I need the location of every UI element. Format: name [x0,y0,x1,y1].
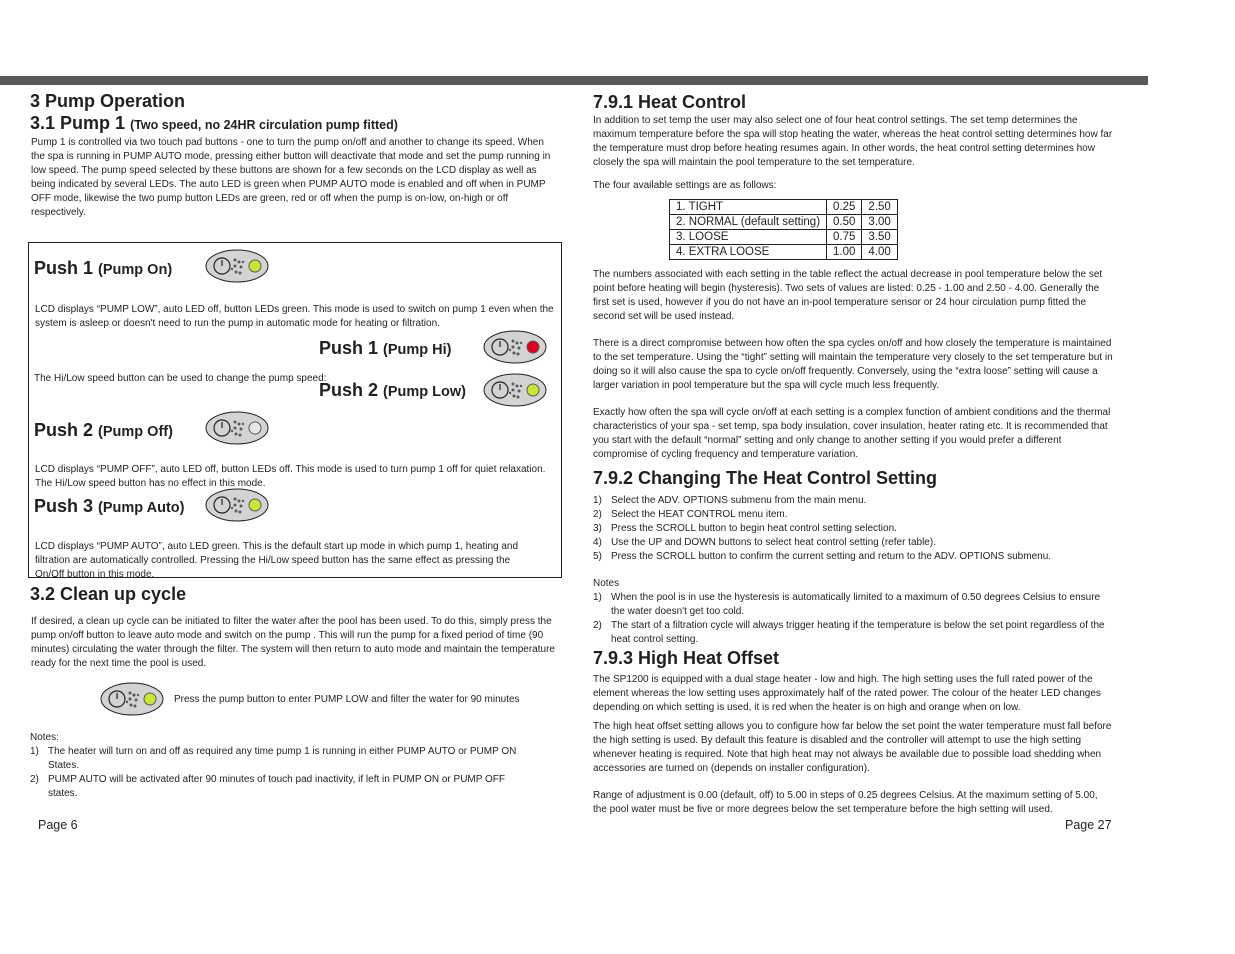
left-page-number: Page 6 [38,818,78,832]
step-text: Press the SCROLL button to confirm the current setting and return to the ADV. OPTIONS submenu. [611,551,1052,562]
push-sub: (Pump Auto) [98,500,185,516]
note-item [30,773,530,801]
table-cell: 2.50 [862,200,897,215]
note-text: PUMP AUTO will be activated after 90 minutes of touch pad inactivity, if left in PUMP ON or PUMP OFF states. [48,774,506,799]
push1-on-heading [34,257,172,281]
clean-text: If desired, a clean up cycle can be initiated to filter the water after the pool has been used. To do this, simply press the pump on/off button to leave auto mode and switch on the pump . This will run the pump for a fixed period of time (90 minutes) circulating the water through the filter. The system will then return to auto mode and maintain the temperature ready for the next time the pool is used. [31,616,555,669]
step-text: Use the UP and DOWN buttons to select heat control setting (refer table). [611,537,936,548]
clean-title: 3.2 Clean up cycle [30,584,187,604]
push-sub: (Pump Low) [383,384,467,400]
pump-button-green-icon [205,249,269,283]
left-notes-label: Notes: [30,732,59,743]
note-number: 2) [593,620,602,631]
step-item [593,522,1118,536]
step-item [593,550,1118,564]
push2-off-heading [34,419,173,443]
table-cell: 3. LOOSE [670,230,827,245]
note-item [593,591,1113,619]
table-row [670,215,898,230]
cycle-text: Exactly how often the spa will cycle on/off at each setting is a complex function of ambient conditions and the thermal characteristics of your spa - set temp, spa body insulation, cover insulation, heater rating etc. It is recommended that you start with the default “normal” setting and only change to another setting if you would prefer a different compromise of cycling frequency and temperature variation. [593,407,1111,460]
note-item [593,619,1113,647]
subsection-title [30,112,562,136]
right-page-number: Page 27 [1065,818,1112,832]
table-row [670,245,898,260]
note-text: The heater will turn on and off as required any time pump 1 is running in either PUMP AUTO or PUMP ON States. [48,746,517,771]
offset-text-3: Range of adjustment is 0.00 (default, off) to 5.00 in steps of 0.25 degrees Celsius. At the maximum setting of 5.00, the pool water must be five or more degrees below the set temperature before the high setting will used. [593,790,1098,815]
heat-settings-table [669,199,898,260]
table-cell: 4.00 [862,245,897,260]
pump-modes-box [28,242,562,578]
push-sub: (Pump On) [98,262,173,278]
push1-hi-heading [319,337,452,361]
push-label: Push 2 [34,420,94,440]
push-label: Push 2 [319,380,379,400]
step-number: 2) [593,509,602,520]
table-row [670,230,898,245]
section-title: 3 Pump Operation [30,91,186,111]
right-notes-list [593,591,1113,647]
step-item [593,508,1118,522]
note-number: 2) [30,774,39,785]
push-sub: (Pump Off) [98,424,173,440]
push-label: Push 3 [34,496,94,516]
hysteresis-text: The numbers associated with each setting in the table reflect the actual decrease in pool temperature below the set point before heating will begin (hysteresis). Two sets of values are listed: 0.25 - 1.00 and 2.50 - 4.00. Generally the first set is used, however if you do not have an in-pool temperature sensor or 24 hour circulation pump fitted the second set will be used instead. [593,269,1103,322]
subsection-title-text: 3.1 Pump 1 [30,113,126,133]
right-notes-label: Notes [593,578,620,589]
push1-on-text: LCD displays “PUMP LOW”, auto LED off, button LEDs green. This mode is used to switch on pump 1 even when the system is asleep or doesn't need to run the pump in automatic mode for heating or filtration. [35,304,554,329]
steps-list [593,494,1118,564]
step-number: 5) [593,551,602,562]
offset-text-2: The high heat offset setting allows you to configure how far below the set point the water temperature must fall before the high setting is used. By default this feature is disabled and the controller will attempt to use the high setting whenever heating is required. Note that high heat may not always be available due to possible load shedding when accessories are turned on (depends on installer configuration). [593,721,1112,774]
left-page-header [30,90,562,136]
push2-low-heading [319,379,466,403]
header-bar [0,76,1148,85]
settings-intro: The four available settings are as follows: [593,180,777,191]
table-cell: 3.50 [862,230,897,245]
table-cell: 0.50 [827,215,862,230]
push-label: Push 1 [319,338,379,358]
step-text: Select the HEAT CONTROL menu item. [611,509,788,520]
step-item [593,494,1118,508]
heat-control-intro: In addition to set temp the user may also select one of four heat control settings. The set temp determines the maximum temperature before the spa will stop heating the water, whereas the heat control setting determines how far the temperature must drop before heating resumes again. In other words, the heat control setting determines how closely the spa will maintain the pool temperature to the set temperature. [593,115,1113,168]
push3-heading [34,495,185,519]
auto-button-green-icon [205,488,269,522]
step-number: 4) [593,537,602,548]
table-cell: 3.00 [862,215,897,230]
note-number: 1) [30,746,39,757]
change-setting-title: 7.9.2 Changing The Heat Control Setting [593,468,938,488]
table-cell: 4. EXTRA LOOSE [670,245,827,260]
step-text: Select the ADV. OPTIONS submenu from the main menu. [611,495,867,506]
offset-text-1: The SP1200 is equipped with a dual stage heater - low and high. The high setting uses the full rated power of the element whereas the low setting uses approximately half of the rated power. The colour of the heater LED changes depending on which setting is used, it is red when the heater is on high and orange when on low. [593,674,1101,713]
step-item [593,536,1118,550]
note-text: When the pool is in use the hysteresis is automatically limited to a maximum of 0.50 degrees Celsius to ensure the water doesn't get too cold. [611,592,1101,617]
step-number: 1) [593,495,602,506]
push-label: Push 1 [34,258,94,278]
table-cell: 1. TIGHT [670,200,827,215]
heat-control-title: 7.9.1 Heat Control [593,92,747,112]
step-text: Press the SCROLL button to begin heat control setting selection. [611,523,897,534]
compromise-text: There is a direct compromise between how often the spa cycles on/off and how closely the temperature is maintained to the set temperature. Using the “tight” setting will maintain the temperature very closely to the set temperature but in doing so it will also cause the spa to cycle on/off frequently. Conversely, using the “extra loose” setting will cause a larger variation in pool temperature but the spa will cycle much less frequently. [593,338,1113,391]
note-text: The start of a filtration cycle will always trigger heating if the temperature is below the set point regardless of the heat control setting. [611,620,1105,645]
note-item [30,745,530,773]
step-number: 3) [593,523,602,534]
table-cell: 0.75 [827,230,862,245]
high-heat-offset-title: 7.9.3 High Heat Offset [593,648,780,668]
table-cell: 2. NORMAL (default setting) [670,215,827,230]
pump-button-red-icon [483,330,547,364]
hilow-text: The Hi/Low speed button can be used to change the pump speed: [34,373,327,384]
note-number: 1) [593,592,602,603]
table-cell: 1.00 [827,245,862,260]
pump-button-off-icon [205,411,269,445]
pump-intro: Pump 1 is controlled via two touch pad buttons - one to turn the pump on/off and another to change its speed. When the spa is running in PUMP AUTO mode, pressing either button will deactivate that mode and set the pump running in low speed. The pump speed selected by these buttons are shown for a few seconds on the LCD display as well as being indicated by several LEDs. The auto LED is green when PUMP AUTO mode is enabled and off when in PUMP OFF mode, likewise the two pump button LEDs are green, red or off when the pump is on-low, on-high or off respectively. [31,137,551,218]
table-cell: 0.25 [827,200,862,215]
clean-button-icon [100,682,164,716]
clean-caption: Press the pump button to enter PUMP LOW and filter the water for 90 minutes [174,694,520,705]
subsection-note: (Two speed, no 24HR circulation pump fitted) [130,118,398,132]
left-notes-list [30,745,530,801]
pump-button-green-icon [483,373,547,407]
push-sub: (Pump Hi) [383,342,452,358]
push2-off-text: LCD displays “PUMP OFF”, auto LED off, button LEDs off. This mode is used to turn pump 1 off for quiet relaxation. The Hi/Low speed button has no effect in this mode. [35,464,546,489]
table-row [670,200,898,215]
push3-text: LCD displays “PUMP AUTO”, auto LED green. This is the default start up mode in which pump 1, heating and filtration are automatically controlled. Pressing the Hi/Low speed button has the same effect as pressing the On/Off button in this mode. [35,541,519,580]
